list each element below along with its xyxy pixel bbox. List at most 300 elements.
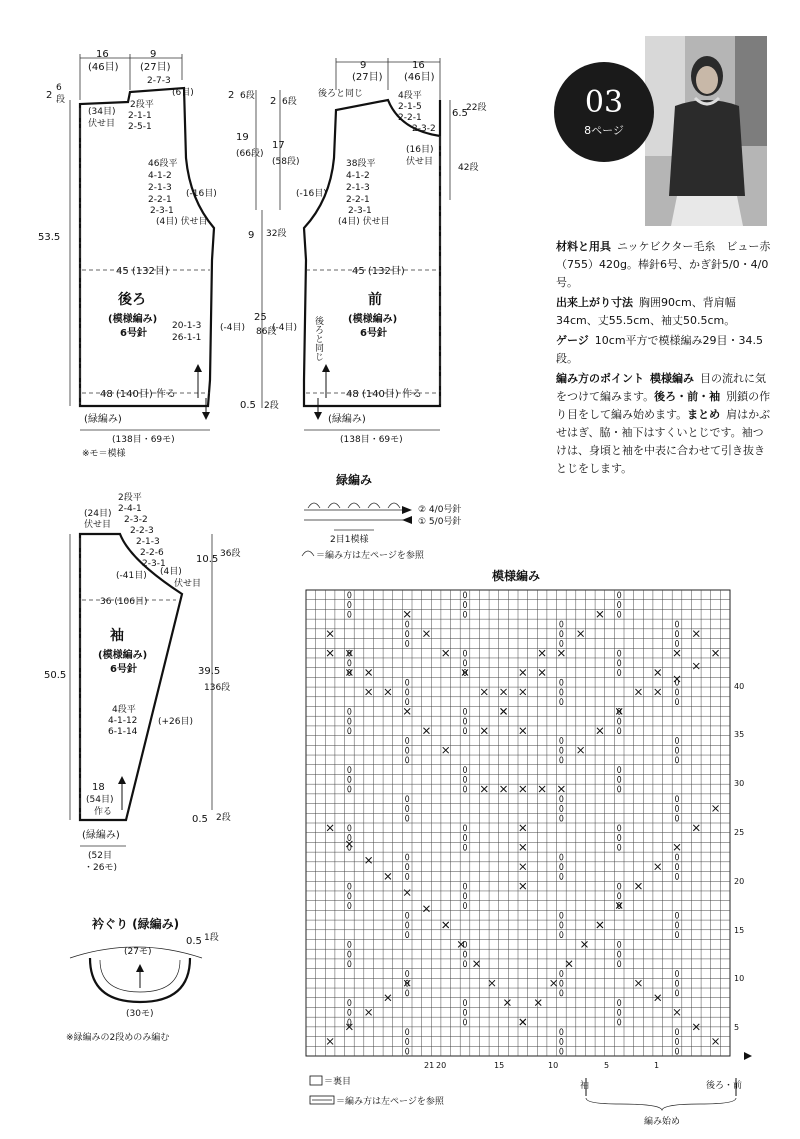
front-arm-d: 2-2-1: [346, 195, 370, 205]
cross-stitch-mark: [327, 825, 333, 831]
cross-stitch-mark: [581, 941, 587, 947]
sleeve-bind4b: 伏せ目: [174, 579, 202, 589]
twist-stitch-mark: [406, 815, 409, 821]
front-title: 前: [368, 292, 382, 308]
cross-stitch-mark: [489, 980, 495, 986]
cross-stitch-mark: [443, 922, 449, 928]
sleeve-top-a: 2段平: [118, 493, 142, 503]
sleeve-top-d: 2-2-3: [130, 526, 154, 536]
v9s: 32段: [266, 229, 287, 239]
twist-stitch-mark: [463, 893, 466, 899]
front-arm-e: 2-3-1: [348, 206, 372, 216]
row-label-40: 40: [734, 682, 745, 691]
cross-stitch-mark: [674, 1009, 680, 1015]
twist-stitch-mark: [618, 1009, 621, 1015]
back-top-w1s: (46目): [88, 62, 119, 73]
sleeve-needle: 6号針: [110, 664, 137, 675]
twist-stitch-mark: [675, 912, 678, 918]
front-top-w1: 9: [360, 60, 367, 71]
back-neck-rows-end: (6目): [172, 88, 194, 98]
twist-stitch-mark: [463, 844, 466, 850]
pattern-page: 8ページ: [584, 124, 624, 137]
materials-label: 材料と用具: [556, 240, 611, 253]
sleeve-bind: (24目): [84, 509, 112, 519]
twist-stitch-mark: [348, 786, 351, 792]
twist-stitch-mark: [560, 640, 563, 646]
stitch-chart: [306, 568, 752, 1127]
twist-stitch-mark: [618, 650, 621, 656]
twist-stitch-mark: [406, 1048, 409, 1054]
twist-stitch-mark: [618, 951, 621, 957]
back-top-w1: 16: [96, 49, 109, 60]
cross-stitch-mark: [366, 689, 372, 695]
twist-stitch-mark: [675, 805, 678, 811]
sleeve-bind2: 伏せ目: [84, 520, 112, 530]
twist-stitch-mark: [463, 1019, 466, 1025]
gauge-label: ゲージ: [556, 334, 589, 347]
twist-stitch-mark: [560, 621, 563, 627]
twist-stitch-mark: [348, 835, 351, 841]
back-needle: 6号針: [120, 328, 147, 339]
edge-chart: [302, 472, 461, 561]
cross-stitch-mark: [520, 728, 526, 734]
front-pattern: (模様編み): [348, 314, 398, 325]
chart-legend2: ＝編み方は左ページを参照: [336, 1097, 444, 1107]
cross-stitch-mark: [501, 786, 507, 792]
sleeve-v105: 10.5: [196, 554, 219, 565]
twist-stitch-mark: [463, 650, 466, 656]
twist-stitch-mark: [348, 941, 351, 947]
twist-stitch-mark: [406, 621, 409, 627]
twist-stitch-mark: [406, 932, 409, 938]
twist-stitch-mark: [348, 592, 351, 598]
twist-stitch-mark: [463, 660, 466, 666]
neck-bottom: (30モ): [126, 1009, 154, 1019]
sleeve-inc-b: 4-1-12: [108, 716, 138, 726]
edge-legend: ＝編み方は左ページを参照: [316, 551, 424, 561]
twist-stitch-mark: [348, 903, 351, 909]
twist-stitch-mark: [463, 835, 466, 841]
neck-title: 衿ぐり (緑編み): [92, 917, 180, 931]
twist-stitch-mark: [618, 660, 621, 666]
cross-stitch-mark: [520, 786, 526, 792]
cross-stitch-mark: [366, 857, 372, 863]
neckband: [66, 916, 219, 1043]
edge-repeat: 2目1模様: [330, 535, 369, 545]
twist-stitch-mark: [463, 776, 466, 782]
twist-stitch-mark: [618, 961, 621, 967]
v19: 19: [236, 132, 249, 143]
twist-stitch-mark: [348, 961, 351, 967]
twist-stitch-mark: [618, 844, 621, 850]
v25: 25: [254, 312, 267, 323]
twist-stitch-mark: [560, 815, 563, 821]
sleeve-top-f: 2-2-6: [140, 548, 164, 558]
front-top-w1s: (27目): [352, 72, 383, 83]
cross-stitch-mark: [481, 689, 487, 695]
size-label: 出来上がり寸法: [556, 296, 633, 309]
back-shoulder-left: (34目): [88, 107, 116, 117]
front-bottom: (138目・69モ): [340, 435, 403, 445]
neck-v05s: 1段: [204, 933, 219, 943]
twist-stitch-mark: [675, 980, 678, 986]
twist-stitch-mark: [406, 970, 409, 976]
col-label-5: 5: [604, 1061, 610, 1070]
cross-stitch-mark: [404, 708, 410, 714]
front-top-w2s: (46目): [404, 72, 435, 83]
front-neck-b: 2-1-5: [398, 102, 422, 112]
front-same: 後ろと同じ: [318, 89, 364, 99]
twist-stitch-mark: [560, 805, 563, 811]
twist-stitch-mark: [348, 1009, 351, 1015]
cross-stitch-mark: [693, 825, 699, 831]
sleeve-top-g: 2-3-1: [142, 559, 166, 569]
cross-stitch-mark: [616, 708, 622, 714]
twist-stitch-mark: [348, 1019, 351, 1025]
sleeve-v395s: 136段: [204, 683, 231, 693]
back-arm-a: 46段平: [148, 159, 178, 169]
sleeve-piece: [44, 492, 240, 873]
v2a: 2: [228, 90, 235, 101]
cross-stitch-mark: [462, 670, 468, 676]
twist-stitch-mark: [463, 961, 466, 967]
cross-stitch-mark: [597, 728, 603, 734]
sleeve-v105s: 36段: [220, 549, 241, 559]
twist-stitch-mark: [618, 611, 621, 617]
cross-stitch-mark: [481, 728, 487, 734]
row-label-15: 15: [734, 926, 745, 935]
twist-stitch-mark: [406, 854, 409, 860]
twist-stitch-mark: [406, 737, 409, 743]
cross-stitch-mark: [520, 883, 526, 889]
cross-stitch-mark: [578, 747, 584, 753]
twist-stitch-mark: [675, 873, 678, 879]
edge-row2: ② 4/0号針: [418, 505, 462, 515]
back-neck-2s-b: 段: [56, 95, 66, 105]
cross-stitch-mark: [366, 670, 372, 676]
twist-stitch-mark: [618, 941, 621, 947]
front-arm-dec: (-16目): [296, 189, 327, 199]
sleeve-v05s: 2段: [216, 813, 231, 823]
twist-stitch-mark: [560, 679, 563, 685]
cross-stitch-mark: [520, 844, 526, 850]
twist-stitch-mark: [675, 679, 678, 685]
twist-stitch-mark: [675, 970, 678, 976]
v17: 17: [272, 140, 285, 151]
cross-stitch-mark: [327, 650, 333, 656]
front-neck-d: 2-3-2: [412, 124, 436, 134]
cross-stitch-mark: [597, 611, 603, 617]
back-neck-rows: 2-7-3: [147, 76, 171, 86]
front-neck-f: 伏せ目: [406, 157, 434, 167]
cross-stitch-mark: [423, 728, 429, 734]
cross-stitch-mark: [366, 1009, 372, 1015]
back-arm-c: 2-1-3: [148, 183, 172, 193]
twist-stitch-mark: [406, 747, 409, 753]
points-text1: 目の流れに気をつけて編みます。: [556, 372, 766, 403]
twist-stitch-mark: [406, 699, 409, 705]
cross-stitch-mark: [423, 631, 429, 637]
twist-stitch-mark: [406, 757, 409, 763]
twist-stitch-mark: [560, 1038, 563, 1044]
cross-stitch-mark: [616, 903, 622, 909]
cross-stitch-mark: [346, 670, 352, 676]
cross-stitch-mark: [443, 747, 449, 753]
twist-stitch-mark: [560, 873, 563, 879]
twist-stitch-mark: [348, 660, 351, 666]
cross-stitch-mark: [404, 890, 410, 896]
twist-stitch-mark: [560, 932, 563, 938]
cross-stitch-mark: [520, 825, 526, 831]
v05: 0.5: [240, 400, 256, 411]
twist-stitch-mark: [560, 912, 563, 918]
twist-stitch-mark: [348, 1000, 351, 1006]
row-label-10: 10: [734, 974, 745, 983]
twist-stitch-mark: [675, 815, 678, 821]
twist-stitch-mark: [348, 951, 351, 957]
twist-stitch-mark: [348, 602, 351, 608]
twist-stitch-mark: [406, 805, 409, 811]
back-w45: 45 (132目): [116, 266, 169, 277]
front-arm-b: 4-1-2: [346, 171, 370, 181]
twist-stitch-mark: [618, 718, 621, 724]
v19s: (66段): [236, 149, 264, 159]
row-label-20: 20: [734, 877, 745, 886]
twist-stitch-mark: [463, 708, 466, 714]
twist-stitch-mark: [463, 951, 466, 957]
neck-top: (27モ): [124, 947, 152, 957]
cross-stitch-mark: [635, 689, 641, 695]
twist-stitch-mark: [675, 1038, 678, 1044]
cross-stitch-mark: [385, 873, 391, 879]
chart-grid: [306, 590, 730, 1056]
row-label-35: 35: [734, 730, 745, 739]
cross-stitch-mark: [520, 670, 526, 676]
points-text2: 別鎖の作り目をして編み始めます。: [556, 390, 771, 421]
twist-stitch-mark: [463, 903, 466, 909]
chart-sleeve-label: 袖: [580, 1081, 590, 1091]
cross-stitch-mark: [558, 650, 564, 656]
twist-stitch-mark: [560, 922, 563, 928]
sleeve-inc-a: 4段平: [112, 705, 136, 715]
back-arm-f: (4目) 伏せ目: [156, 217, 208, 227]
cross-stitch-mark: [539, 670, 545, 676]
cross-stitch-mark: [474, 961, 480, 967]
twist-stitch-mark: [675, 864, 678, 870]
twist-stitch-mark: [406, 640, 409, 646]
twist-stitch-mark: [675, 990, 678, 996]
twist-stitch-mark: [463, 1000, 466, 1006]
front-neck-c: 2-2-1: [398, 113, 422, 123]
twist-stitch-mark: [618, 767, 621, 773]
row-label-5: 5: [734, 1023, 740, 1032]
twist-stitch-mark: [675, 854, 678, 860]
front-arm-f: (4目) 伏せ目: [338, 217, 390, 227]
twist-stitch-mark: [560, 631, 563, 637]
twist-stitch-mark: [348, 825, 351, 831]
twist-stitch-mark: [348, 883, 351, 889]
twist-stitch-mark: [560, 970, 563, 976]
cross-stitch-mark: [713, 1038, 719, 1044]
back-cast: 48 (140目) 作る: [100, 389, 176, 400]
col-label-20: 20: [436, 1061, 447, 1070]
twist-stitch-mark: [618, 1000, 621, 1006]
twist-stitch-mark: [675, 631, 678, 637]
back-piece: [38, 49, 245, 459]
back-dec-c: 2-5-1: [128, 122, 152, 132]
back-top-w2s: (27目): [140, 62, 171, 73]
cross-stitch-mark: [327, 1038, 333, 1044]
front-side-same: 後ろと同じ: [313, 316, 323, 361]
twist-stitch-mark: [560, 747, 563, 753]
points-sub3: まとめ: [687, 408, 721, 421]
col-label-21: 21: [424, 1061, 435, 1070]
twist-stitch-mark: [348, 728, 351, 734]
chart-start-label: 編み始め: [644, 1117, 681, 1127]
back-bottom: (138目・69モ): [112, 435, 175, 445]
col-label-1: 1: [654, 1061, 660, 1070]
twist-stitch-mark: [463, 825, 466, 831]
back-dec-a: 2段平: [130, 100, 154, 110]
cross-stitch-mark: [385, 689, 391, 695]
twist-stitch-mark: [406, 689, 409, 695]
back-height: 53.5: [38, 232, 61, 243]
v2as: 6段: [240, 91, 255, 101]
back-neck-2s: 6: [56, 83, 62, 93]
front-v65s: 22段: [466, 103, 487, 113]
twist-stitch-mark: [560, 1029, 563, 1035]
gauge-text: 10cm平方で模様編み29目・34.5段。: [556, 334, 764, 365]
edge-title: 緑編み: [336, 473, 373, 487]
twist-stitch-mark: [675, 1048, 678, 1054]
twist-stitch-mark: [463, 883, 466, 889]
points-text3: 肩はかぶせはぎ、脇・袖下はすくいとじです。袖つけは、身頃と袖を中表に合わせて引き抜きとじをします。: [556, 408, 771, 475]
front-top-w2: 16: [412, 60, 425, 71]
sleeve-cast-a: 18: [92, 782, 105, 793]
twist-stitch-mark: [406, 796, 409, 802]
cross-stitch-mark: [520, 864, 526, 870]
middle-dimensions: [228, 90, 299, 411]
cross-stitch-mark: [693, 631, 699, 637]
v25s: 86段: [256, 327, 277, 337]
cross-stitch-mark: [539, 650, 545, 656]
cross-stitch-mark: [558, 786, 564, 792]
twist-stitch-mark: [675, 689, 678, 695]
cross-stitch-mark: [501, 689, 507, 695]
cross-stitch-mark: [655, 670, 661, 676]
twist-stitch-mark: [463, 718, 466, 724]
size-text: 胸囲90cm、背肩幅34cm、丈55.5cm、袖丈50.5cm。: [556, 296, 736, 327]
front-arm-c: 2-1-3: [346, 183, 370, 193]
v05s: 2段: [264, 401, 279, 411]
twist-stitch-mark: [406, 990, 409, 996]
sleeve-cast-b: (54目): [86, 795, 114, 805]
cross-stitch-mark: [597, 922, 603, 928]
twist-stitch-mark: [463, 611, 466, 617]
neck-note: ※緑編みの2段めのみ編む: [66, 1033, 170, 1043]
twist-stitch-mark: [560, 980, 563, 986]
twist-stitch-mark: [348, 708, 351, 714]
cross-stitch-mark: [713, 805, 719, 811]
sleeve-top-c: 2-3-2: [124, 515, 148, 525]
twist-stitch-mark: [675, 699, 678, 705]
cross-stitch-mark: [423, 906, 429, 912]
cross-stitch-mark: [693, 663, 699, 669]
twist-stitch-mark: [348, 776, 351, 782]
cross-stitch-mark: [535, 1000, 541, 1006]
row-label-30: 30: [734, 779, 745, 788]
v2b: 2: [270, 96, 277, 107]
twist-stitch-mark: [463, 1009, 466, 1015]
back-note: ※モ＝模様: [82, 449, 126, 459]
points-sub2: 後ろ・前・袖: [654, 390, 721, 403]
cross-stitch-mark: [443, 650, 449, 656]
front-side-dec: (-4目): [272, 323, 297, 333]
sleeve-inc-c: 6-1-14: [108, 727, 138, 737]
twist-stitch-mark: [618, 825, 621, 831]
front-neck-e: (16目): [406, 145, 434, 155]
back-arm-b: 4-1-2: [148, 171, 172, 181]
twist-stitch-mark: [618, 835, 621, 841]
twist-stitch-mark: [406, 864, 409, 870]
twist-stitch-mark: [463, 786, 466, 792]
cross-stitch-mark: [551, 980, 557, 986]
back-edge: (緑編み): [84, 414, 122, 425]
front-arm-a: 38段平: [346, 159, 376, 169]
v17s: (58段): [272, 157, 300, 167]
purl-legend-icon: [310, 1076, 322, 1085]
twist-stitch-mark: [348, 718, 351, 724]
cross-stitch-mark: [655, 689, 661, 695]
back-arm-dec: (-16目): [186, 189, 217, 199]
cross-stitch-mark: [481, 786, 487, 792]
twist-stitch-mark: [463, 941, 466, 947]
chart-legend1: ＝裏目: [324, 1077, 352, 1087]
twist-stitch-mark: [348, 767, 351, 773]
back-side-b: 26-1-1: [172, 333, 202, 343]
cross-stitch-mark: [635, 883, 641, 889]
sleeve-inc: (+26目): [158, 717, 194, 727]
twist-stitch-mark: [406, 912, 409, 918]
back-dec-b: 2-1-1: [128, 111, 152, 121]
cross-stitch-mark: [346, 650, 352, 656]
sleeve-edge: (緑編み): [82, 830, 120, 841]
twist-stitch-mark: [675, 922, 678, 928]
twist-stitch-mark: [560, 796, 563, 802]
twist-stitch-mark: [463, 728, 466, 734]
chart-body-label: 後ろ・前: [706, 1081, 743, 1091]
twist-stitch-mark: [618, 883, 621, 889]
twist-stitch-mark: [560, 1048, 563, 1054]
front-needle: 6号針: [360, 328, 387, 339]
back-outline: [80, 88, 214, 406]
front-v65: 6.5: [452, 108, 468, 119]
twist-stitch-mark: [348, 893, 351, 899]
materials-text: ニッケビクター毛糸 ビュー赤（755）420g。棒針6号、かぎ針5/0・4/0号。: [556, 240, 771, 289]
sleeve-bottom-b: ・26モ): [84, 863, 117, 873]
cross-stitch-mark: [539, 786, 545, 792]
back-side-dec: (-4目): [220, 323, 245, 333]
front-v42: 42段: [458, 163, 479, 173]
front-cast: 48 (140目) 作る: [346, 389, 422, 400]
twist-stitch-mark: [560, 689, 563, 695]
sleeve-w36: 36 (106目): [100, 597, 148, 607]
twist-stitch-mark: [406, 631, 409, 637]
cross-stitch-mark: [520, 689, 526, 695]
twist-stitch-mark: [675, 747, 678, 753]
twist-stitch-mark: [675, 640, 678, 646]
twist-stitch-mark: [463, 602, 466, 608]
